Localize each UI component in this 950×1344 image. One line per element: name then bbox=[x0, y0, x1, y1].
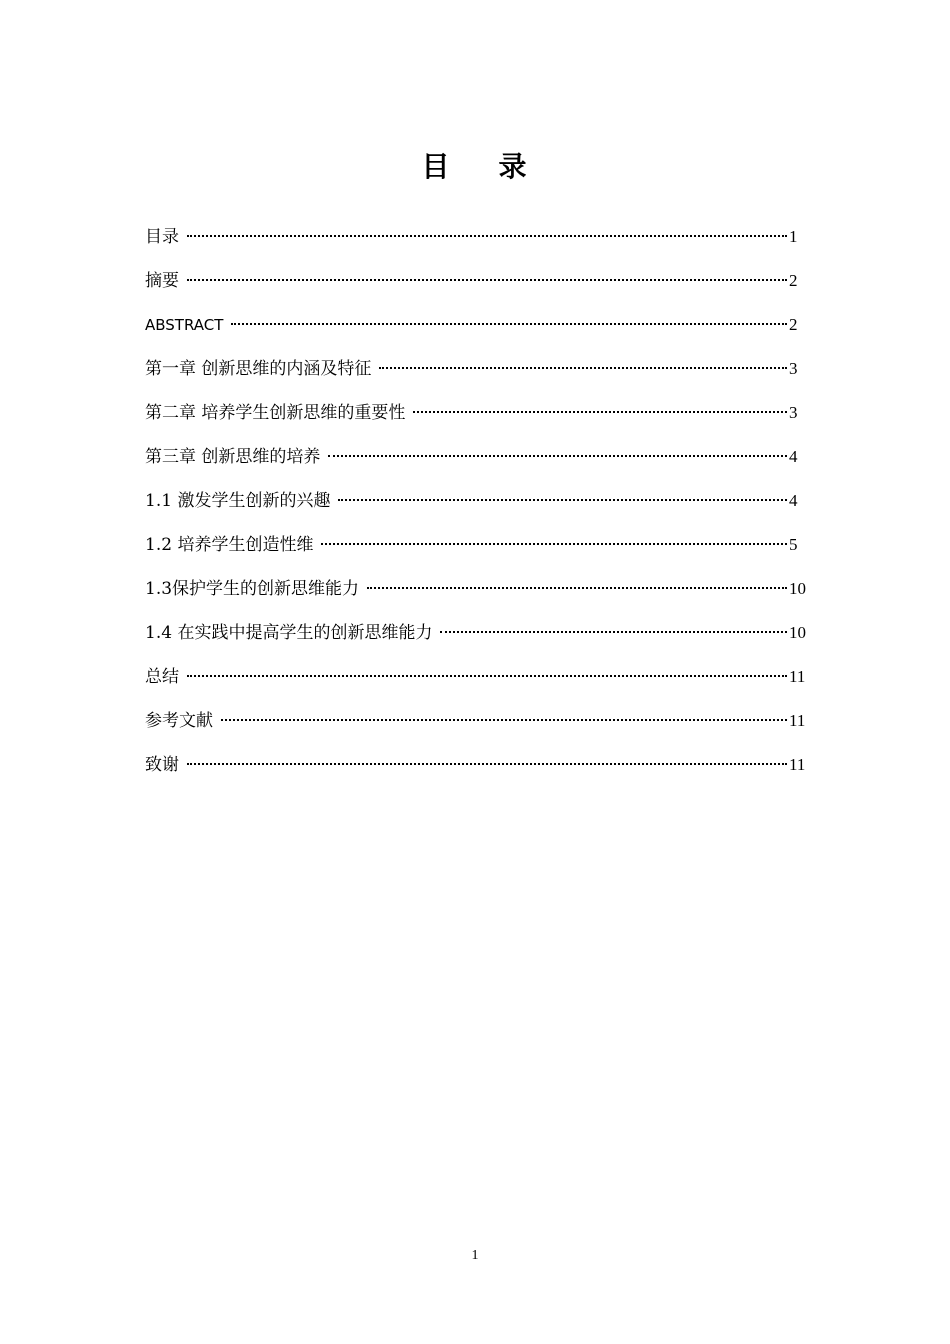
toc-entry-label: 目录 bbox=[145, 227, 179, 247]
toc-entry[interactable] bbox=[145, 222, 807, 266]
toc-entry-page: 3 bbox=[789, 359, 798, 378]
toc-entry[interactable] bbox=[145, 750, 807, 794]
toc-dot-leader bbox=[338, 499, 787, 501]
toc-entry-label: 1.3保护学生的创新思维能力 bbox=[145, 579, 360, 599]
toc-dot-leader bbox=[413, 411, 787, 413]
toc-dot-leader bbox=[231, 323, 787, 325]
toc-entry-page: 4 bbox=[789, 491, 798, 510]
toc-entry-label: 1.2 培养学生创造性维 bbox=[145, 535, 314, 555]
toc-entry-label: 摘要 bbox=[145, 271, 179, 291]
toc-dot-leader bbox=[328, 455, 787, 457]
toc-entry-label: 参考文献 bbox=[145, 711, 213, 731]
toc-entry-page: 1 bbox=[789, 227, 798, 246]
page-title: 目 录 bbox=[421, 149, 529, 183]
toc-entry[interactable] bbox=[145, 442, 807, 486]
toc-entry[interactable] bbox=[145, 266, 807, 310]
toc-dot-leader bbox=[187, 675, 787, 677]
toc-dot-leader bbox=[440, 631, 787, 633]
toc-entry-page: 10 bbox=[789, 579, 806, 598]
toc-entry[interactable] bbox=[145, 618, 807, 662]
toc-entry-page: 2 bbox=[789, 315, 798, 334]
toc-entry-page: 11 bbox=[789, 711, 806, 730]
toc-dot-leader bbox=[221, 719, 787, 721]
toc-dot-leader bbox=[187, 279, 787, 281]
toc-entry[interactable] bbox=[145, 310, 807, 354]
toc-entry-label: 1.4 在实践中提高学生的创新思维能力 bbox=[145, 623, 433, 643]
toc-entry-label: 总结 bbox=[145, 667, 179, 687]
toc-entry[interactable] bbox=[145, 486, 807, 530]
toc-dot-leader bbox=[187, 235, 787, 237]
toc-entry[interactable] bbox=[145, 662, 807, 706]
toc-entry-label: ABSTRACT bbox=[145, 316, 224, 334]
toc-entry[interactable] bbox=[145, 530, 807, 574]
toc-entry[interactable] bbox=[145, 354, 807, 398]
toc-entry-page: 10 bbox=[789, 623, 806, 642]
toc-dot-leader bbox=[367, 587, 787, 589]
toc-entry-label: 第二章 培养学生创新思维的重要性 bbox=[145, 403, 406, 423]
toc-dot-leader bbox=[187, 763, 787, 765]
toc-entry-label: 1.1 激发学生创新的兴趣 bbox=[145, 491, 331, 511]
toc-entry-label: 第一章 创新思维的内涵及特征 bbox=[145, 359, 372, 379]
toc-entry[interactable] bbox=[145, 398, 807, 442]
toc-dot-leader bbox=[321, 543, 787, 545]
toc-entry-page: 3 bbox=[789, 403, 798, 422]
toc-entry-page: 2 bbox=[789, 271, 798, 290]
toc-entry-page: 4 bbox=[789, 447, 798, 466]
table-of-contents bbox=[145, 222, 807, 794]
toc-dot-leader bbox=[379, 367, 787, 369]
footer-page-number: 1 bbox=[471, 1248, 479, 1263]
toc-entry-page: 5 bbox=[789, 535, 798, 554]
toc-entry-page: 11 bbox=[789, 755, 806, 774]
toc-entry[interactable] bbox=[145, 706, 807, 750]
toc-entry-page: 11 bbox=[789, 667, 806, 686]
toc-entry-label: 致谢 bbox=[145, 755, 179, 775]
toc-entry[interactable] bbox=[145, 574, 807, 618]
toc-entry-label: 第三章 创新思维的培养 bbox=[145, 447, 321, 467]
